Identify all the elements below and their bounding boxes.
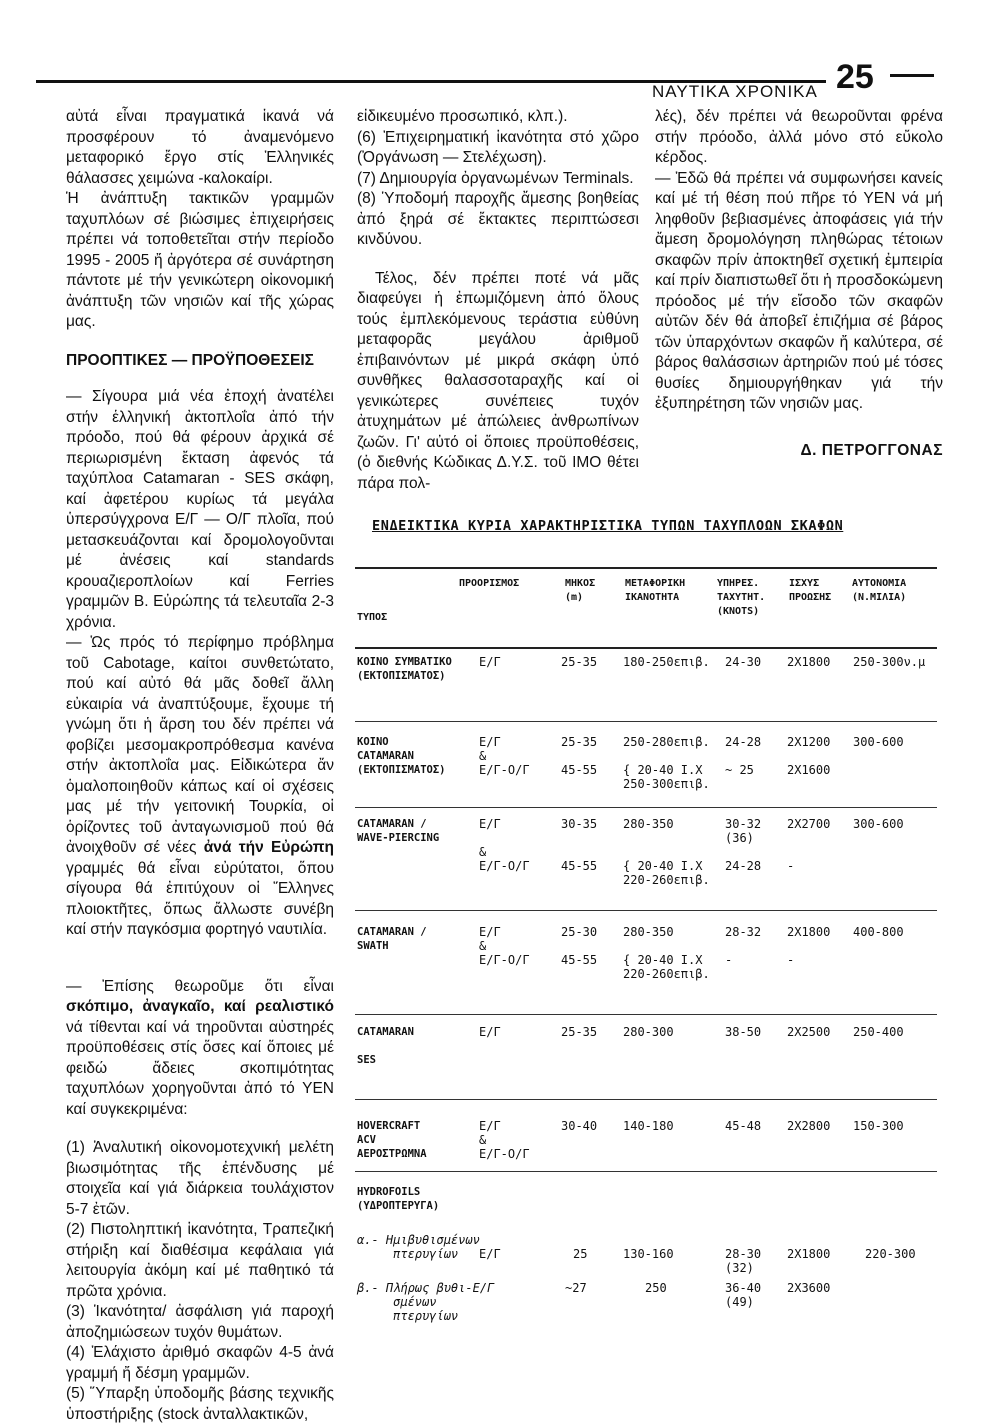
table-rule: [355, 1014, 937, 1015]
table-cell-type: HOVERCRAFT ACV ΑΕΡΟΣΤΡΩΜΝΑ: [357, 1120, 427, 1160]
table-cell-capacity: 280-350 { 20-40 Ι.Χ 220-260επιβ.: [623, 817, 710, 887]
paragraph: — Ὡς πρός τό περίφημο πρόβλημα τοῦ Cabotage, καίτοι συνθετώτατο, πού καί αὐτό θά μᾶς δοθεῖ ἄλλη εὐκαιρία νά ἀναπτύξουμε, ἔχουμε τή γνώμη ὅτι ἡ ἄρση του δέν πρέπει νά φοβίζει μεσομακροπρόθεσμα κανένα στήν ἀκτοπλοΐα μας. Εἰδικώτερα ἄν ὁμαλοποιηθοῦν κάπως καί οἱ σχέσεις μας μέ τήν γειτονική Τουρκία, οἱ ὁρίζοντες τοῦ ἀνταγωνισμοῦ πού θά ἀνοιχθοῦν σέ νέες ἀνά τήν Εὐρώπη γραμμές θά εἶναι εὐρύτατοι, ὅπου σίγουρα θά ἐπιτύχουν οἱ Ἕλληνες πλοιοκτῆτες, ὅπως ἄλλωστε συνέβη καί στήν παγκόσμια φορτηγό ναυτιλία.: [66, 634, 334, 938]
table-cell-range: 400-800: [853, 925, 904, 939]
author-signature: Δ. ΠΕΤΡΟΓΓΟΝΑΣ: [800, 441, 943, 459]
table-cell-range: 300-600: [853, 817, 904, 831]
table-cell-speed: 45-48: [725, 1119, 762, 1133]
table-cell-power: 2Χ1800: [787, 655, 831, 669]
table-cell-range: 150-300: [853, 1119, 904, 1133]
list-item: (7) Δημιουργία ὀργανωμένων Terminals.: [357, 169, 634, 187]
table-cell-length: 30-35 45-55: [561, 817, 598, 873]
table-cell-power: 2Χ1200 2Χ1600: [787, 735, 831, 777]
table-cell-destination: Ε/Γ & Ε/Γ-Ο/Γ: [479, 1119, 530, 1161]
section-heading: ΠΡΟΟΠΤΙΚΕΣ — ΠΡΟΫΠΟΘΕΣΕΙΣ: [66, 351, 314, 369]
table-cell-type: CATAMARAN / WAVE-PIERCING: [357, 818, 440, 844]
paragraph: — Ἐδῶ θά πρέπει νά συμφωνήσει κανείς καί μέ τή θέση πού πῆρε τό ΥΕΝ νά μή ληφθοῦν βεβιασμένες ἀποφάσεις γιά τήν ἄμεση δρομολόγηση πληθώρας τέτοιων σκαφῶν πρίν ἀποκτηθεῖ σχετική ἐμπειρία καί πρίν διαπιστωθεῖ ὅτι ἡ προσδοκώμενη πρόοδος μέ τήν εἴσοδο τῶν σκαφῶν αὐτῶν δέν θά ἀποβεῖ ἐπιζήμια σέ βάρος τῶν ὑπαρχόντων σκαφῶν ἤ καλύτερα, σέ βάρος θαλάσσιων ἀρτηριῶν πού μέ τόσες θυσίες δημιουργήθηκαν γιά τήν ἐξυπηρέτηση τῶν νησιῶν μας.: [655, 169, 943, 412]
table-cell-length: 25: [573, 1247, 588, 1261]
header-length: ΜΗΚΟΣ (m): [565, 578, 596, 603]
table-cell-speed: 30-32 (36) 24-28: [725, 817, 762, 873]
table-cell-speed: 24-28 ~ 25: [725, 735, 762, 777]
header-rule-right: [890, 74, 934, 77]
header-capacity: ΜΕΤΑΦΟΡΙΚΗ ΙΚΑΝΟΤΗΤΑ: [625, 578, 686, 603]
page-number: 25: [836, 58, 874, 96]
list-item: (4) Ἐλάχιστο ἀριθμό σκαφῶν 4-5 ἀνά γραμμή ἤ δέσμη γραμμῶν.: [66, 1344, 334, 1382]
list-item: (2) Πιστοληπτική ἱκανότητα, Τραπεζική στήριξη καί διαθέσιμα κεφάλαια γιά λειτουργία ἀκόμη καί μέ παθητικό τά πρῶτα χρόνια.: [66, 1221, 334, 1300]
table-cell-destination: Ε/Γ: [479, 1247, 501, 1261]
table-rule: [355, 910, 937, 911]
paragraph: — Ἐπίσης θεωροῦμε ὅτι εἶναι σκόπιμο, ἀναγκαῖο, καί ρεαλιστικό νά τίθενται καί νά τηροῦνται αὐστηρές προϋποθέσεις στίς ὅσες καί ὅποιες μέ φειδώ ἄδειες σκοπιμότητας ταχυπλόων χορηγοῦνται ἀπό τό ΥΕΝ καί συγκεκριμένα:: [66, 977, 334, 1118]
list-item: (6) Ἐπιχειρηματική ἱκανότητα στό χῶρο (Ὀργάνωση — Στελέχωση).: [357, 128, 639, 166]
table-cell-speed: 36-40 (49): [725, 1281, 762, 1309]
table-cell-speed: 28-32 -: [725, 925, 762, 967]
table-cell-capacity: 180-250επιβ.: [623, 655, 710, 669]
list-item: (5) Ὕπαρξη ὑποδομῆς βάσης τεχνικῆς ὑποστήριξης (stock ἀνταλλακτικῶν,: [66, 1385, 334, 1423]
table-cell-power: 2Χ1800 -: [787, 925, 831, 967]
paragraph: αὐτά εἶναι πραγματικά ἱκανά νά προσφέρουν τό ἀναμενόμενο μεταφορικό ἔργο στίς Ἑλληνικές θάλασσες χειμώνα -καλοκαίρι.: [66, 108, 334, 187]
table-cell-destination: Ε/Γ: [479, 655, 501, 669]
header-speed: ΥΠΗΡΕΣ. ΤΑΧΥΤΗΤ. (KNOTS): [717, 578, 766, 617]
table-cell-speed: 24-30: [725, 655, 762, 669]
header-power: ΙΣΧΥΣ ΠΡΟΩΣΗΣ: [789, 578, 832, 603]
vessel-types-table: [355, 567, 937, 1337]
table-cell-capacity: 140-180: [623, 1119, 674, 1133]
table-cell-range: 250-400: [853, 1025, 904, 1039]
table-cell-speed: 38-50: [725, 1025, 762, 1039]
list-item: (1) Ἀναλυτική οἰκονομοτεχνική μελέτη βιωσιμότητας τῆς ἐπένδυσης μέ στοιχεῖα καί γιά διάρκεια τουλάχιστον 5-7 ἐτῶν.: [66, 1139, 334, 1218]
table-cell-destination: Ε/Γ & Ε/Γ-Ο/Γ: [479, 817, 530, 873]
table-title: ΕΝΔΕΙΚΤΙΚΑ ΚΥΡΙΑ ΧΑΡΑΚΤΗΡΙΣΤΙΚΑ ΤΥΠΩΝ ΤΑΧΥΠΛΟΩΝ ΣΚΑΦΩΝ: [372, 518, 844, 534]
table-cell-length: 25-35 45-55: [561, 735, 598, 777]
table-cell-length: ~27: [565, 1281, 587, 1295]
table-cell-subtype: α.- Ημιβυθισμένων πτερυγίων: [357, 1233, 480, 1261]
table-cell-power: 2Χ2500: [787, 1025, 831, 1039]
list-item: εἰδικευμένο προσωπικό, κλπ.).: [357, 108, 568, 125]
table-rule: [355, 647, 937, 649]
table-rule: [355, 807, 937, 808]
table-cell-capacity: 280-300: [623, 1025, 674, 1039]
header-type: ΤΥΠΟΣ: [357, 612, 388, 623]
table-rule: [355, 1171, 937, 1172]
paragraph: Τέλος, δέν πρέπει ποτέ νά μᾶς διαφεύγει ἡ ἐπωμιζόμενη ἀπό ὅλους τούς ἐμπλεκόμενους τεράστια εὐθύνη μεταφορᾶς μεγάλου ἀριθμοῦ ἐπιβαινόντων μέ μικρά σκάφη ὑπό συνθῆκες θαλασσοταραχῆς καί οἱ γενικώτερες συνέπειες τυχόν ἀτυχημάτων μέ ἀπώλειες ἀνθρωπίνων ζωῶν. Γι' αὐτό οἱ ὅποιες προϋποθέσεις, (ὁ διεθνής Κώδικας Δ.Υ.Σ. τοῦ ΙΜΟ θέτει πάρα πολ-: [357, 269, 639, 492]
table-cell-speed: 28-30 (32): [725, 1247, 762, 1275]
column-3: [655, 107, 943, 461]
table-cell-destination: Ε/Γ & Ε/Γ-Ο/Γ: [479, 735, 530, 777]
table-cell-power: 2Χ3600: [787, 1281, 831, 1295]
header-range: ΑΥΤΟΝΟΜΙΑ (Ν.ΜΙΛΙΑ): [852, 578, 907, 603]
table-cell-power: 2Χ2800: [787, 1119, 831, 1133]
table-cell-destination: Ε/Γ & Ε/Γ-Ο/Γ: [479, 925, 530, 967]
table-rule: [355, 1099, 937, 1100]
magazine-name: ΝΑΥΤΙΚΑ ΧΡΟΝΙΚΑ: [652, 82, 818, 101]
table-cell-power: 2Χ1800: [787, 1247, 831, 1261]
table-cell-capacity: 130-160: [623, 1247, 674, 1261]
column-2: [357, 107, 639, 494]
table-cell-range: 250-300ν.μ: [853, 655, 926, 669]
table-cell-type: ΚΟΙΝΟ ΣΥΜΒΑΤΙΚΟ (ΕΚΤΟΠΙΣΜΑΤΟΣ): [357, 656, 452, 682]
table-cell-destination: Ε/Γ: [479, 1025, 501, 1039]
table-cell-power: 2Χ2700 -: [787, 817, 831, 873]
table-cell-capacity: 280-350 { 20-40 Ι.Χ 220-260επιβ.: [623, 925, 710, 981]
list-item: (3) Ἱκανότητα/ ἀσφάλιση γιά παροχή ἀποζημιώσεων τυχόν θυμάτων.: [66, 1303, 334, 1341]
table-cell-length: 25-30 45-55: [561, 925, 598, 967]
table-cell-capacity: 250-280επιβ. { 20-40 Ι.Χ 250-300επιβ.: [623, 735, 710, 791]
header-destination: ΠΡΟΟΡΙΣΜΟΣ: [459, 578, 520, 589]
table-cell-type: CATAMARAN / SWATH: [357, 926, 427, 952]
table-cell-length: 25-35: [561, 1025, 598, 1039]
paragraph: — Σίγουρα μιά νέα ἐποχή ἀνατέλει στήν ἑλληνική ἀκτοπλοΐα ἀπό τήν πρόοδο, πού θά φέρουν ἀρχικά σέ περιωρισμένη ἔκταση ἀφενός τά ταχύπλοα Catamaran - SES σκάφη, καί ἀφετέρου κυρίως τά μεγάλα ὑπερσύγχρονα Ε/Γ — Ο/Γ πλοῖα, πού μετασκευάζονται καί δρομολογοῦνται μέ ἀνέσεις καί standards κρουαζιεροπλοίων καί Ferries γραμμῶν Β. Εὐρώπης τά τελευταῖα 2-3 χρόνια.: [66, 388, 334, 631]
column-1: [66, 107, 334, 1425]
table-cell-length: 30-40: [561, 1119, 598, 1133]
table-cell-range: 220-300: [865, 1247, 916, 1261]
paragraph: λές), δέν πρέπει νά θεωροῦνται φρένα στήν πρόοδο, ἀλλά μόνο στό εὔκολο κέρδος.: [655, 108, 943, 166]
table-cell-type: CATAMARAN SES: [357, 1026, 414, 1066]
list-item: (8) Ὑποδομή παροχῆς ἄμεσης βοηθείας ἀπό ξηρά σέ ἔκτακτες περιπτώσεσι κινδύνου.: [357, 190, 639, 248]
table-cell-length: 25-35: [561, 655, 598, 669]
table-cell-type: ΚΟΙΝΟ CATAMARAN (ΕΚΤΟΠΙΣΜΑΤΟΣ): [357, 736, 446, 776]
table-cell-subtype: β.- Πλήρως βυθι-Ε/Γ σμένων πτερυγίων: [357, 1281, 495, 1323]
table-cell-range: 300-600: [853, 735, 904, 749]
table-rule: [355, 721, 937, 722]
paragraph: Ἡ ἀνάπτυξη τακτικῶν γραμμῶν ταχυπλόων σέ βιώσιμες ἐπιχειρήσεις πρέπει νά τοποθετεῖται στήν περίοδο 1995 - 2005 ἤ ἀργότερα σέ συνάρτηση πάντοτε μέ τήν γενικώτερη οἰκονομική ἀνάπτυξη τῶν νησιῶν καί τῆς χώρας μας.: [66, 190, 334, 330]
table-cell-capacity: 250: [645, 1281, 667, 1295]
table-cell-type: HYDROFOILS (ΥΔΡΟΠΤΕΡΥΓΑ): [357, 1186, 440, 1212]
